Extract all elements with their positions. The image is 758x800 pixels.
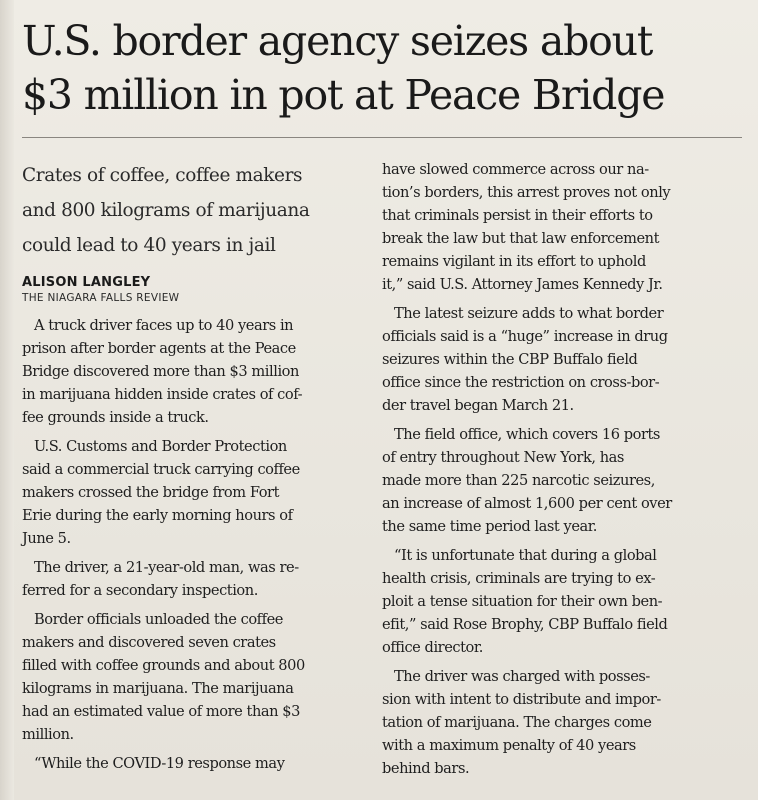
body-line: remains vigilant in its effort to uphold <box>382 253 646 270</box>
body-line: officials said is a “huge” increase in drug <box>382 328 668 345</box>
body-line: million. <box>22 726 74 743</box>
body-line: The field office, which covers 16 ports <box>394 426 660 443</box>
body-line: ploit a tense situation for their own ben- <box>382 593 663 610</box>
body-line: break the law but that law enforcement <box>382 230 660 247</box>
body-line: der travel began March 21. <box>382 397 574 414</box>
body-line: that criminals persist in their efforts to <box>382 207 653 224</box>
deck-subheadline <box>22 158 370 263</box>
body-line: The latest seizure adds to what border <box>394 305 664 322</box>
source-credit: THE NIAGARA FALLS REVIEW <box>22 292 180 304</box>
body-paragraph <box>22 608 370 746</box>
headline <box>22 14 742 122</box>
body-paragraph <box>382 302 734 417</box>
byline: ALISON LANGLEY <box>22 275 151 290</box>
body-line: of entry throughout New York, has <box>382 449 624 466</box>
right-body <box>382 158 734 780</box>
headline-divider <box>22 137 742 138</box>
body-line: “It is unfortunate that during a global <box>394 547 657 564</box>
body-line: makers crossed the bridge from Fort <box>22 484 279 501</box>
body-paragraph <box>382 158 734 296</box>
body-line: have slowed commerce across our na- <box>382 161 649 178</box>
body-line: in marijuana hidden inside crates of cof- <box>22 386 303 403</box>
body-paragraph <box>382 665 734 780</box>
body-paragraph <box>22 752 370 775</box>
body-line: ferred for a secondary inspection. <box>22 582 258 599</box>
body-paragraph <box>22 314 370 429</box>
deck-line: Crates of coffee, coffee makers <box>22 165 303 186</box>
body-line: makers and discovered seven crates <box>22 634 276 651</box>
body-paragraph <box>382 423 734 538</box>
right-column <box>382 158 734 786</box>
body-line: office director. <box>382 639 483 656</box>
body-line: Border officials unloaded the coffee <box>34 611 283 628</box>
body-line: efit,” said Rose Brophy, CBP Buffalo field <box>382 616 668 633</box>
body-line: filled with coffee grounds and about 800 <box>22 657 305 674</box>
body-line: June 5. <box>22 530 71 547</box>
body-line: The driver was charged with posses- <box>394 668 650 685</box>
body-line: U.S. Customs and Border Protection <box>34 438 287 455</box>
body-line: Erie during the early morning hours of <box>22 507 293 524</box>
deck-line: could lead to 40 years in jail <box>22 235 276 256</box>
body-line: an increase of almost 1,600 per cent over <box>382 495 672 512</box>
body-line: it,” said U.S. Attorney James Kennedy Jr. <box>382 276 663 293</box>
body-line: fee grounds inside a truck. <box>22 409 209 426</box>
body-paragraph <box>382 544 734 659</box>
deck-line: and 800 kilograms of marijuana <box>22 200 310 221</box>
body-line: tation of marijuana. The charges come <box>382 714 652 731</box>
body-line: The driver, a 21-year-old man, was re- <box>34 559 299 576</box>
body-line: with a maximum penalty of 40 years <box>382 737 636 754</box>
body-line: office since the restriction on cross-bor- <box>382 374 660 391</box>
body-line: the same time period last year. <box>382 518 597 535</box>
left-body <box>22 314 370 775</box>
body-line: sion with intent to distribute and impor- <box>382 691 661 708</box>
body-line: A truck driver faces up to 40 years in <box>34 317 294 334</box>
body-line: tion’s borders, this arrest proves not only <box>382 184 671 201</box>
body-line: made more than 225 narcotic seizures, <box>382 472 655 489</box>
body-paragraph <box>22 556 370 602</box>
body-line: had an estimated value of more than $3 <box>22 703 300 720</box>
body-line: said a commercial truck carrying coffee <box>22 461 300 478</box>
page-edge-shadow <box>0 0 14 800</box>
body-line: kilograms in marijuana. The marijuana <box>22 680 294 697</box>
body-line: behind bars. <box>382 760 470 777</box>
body-line: “While the COVID-19 response may <box>34 755 285 772</box>
headline-line: U.S. border agency seizes about <box>22 17 653 65</box>
body-line: health crisis, criminals are trying to ex- <box>382 570 656 587</box>
body-line: prison after border agents at the Peace <box>22 340 296 357</box>
body-line: Bridge discovered more than $3 million <box>22 363 299 380</box>
headline-line: $3 million in pot at Peace Bridge <box>22 71 665 119</box>
body-paragraph <box>22 435 370 550</box>
body-line: seizures within the CBP Buffalo field <box>382 351 638 368</box>
left-column <box>22 152 370 781</box>
